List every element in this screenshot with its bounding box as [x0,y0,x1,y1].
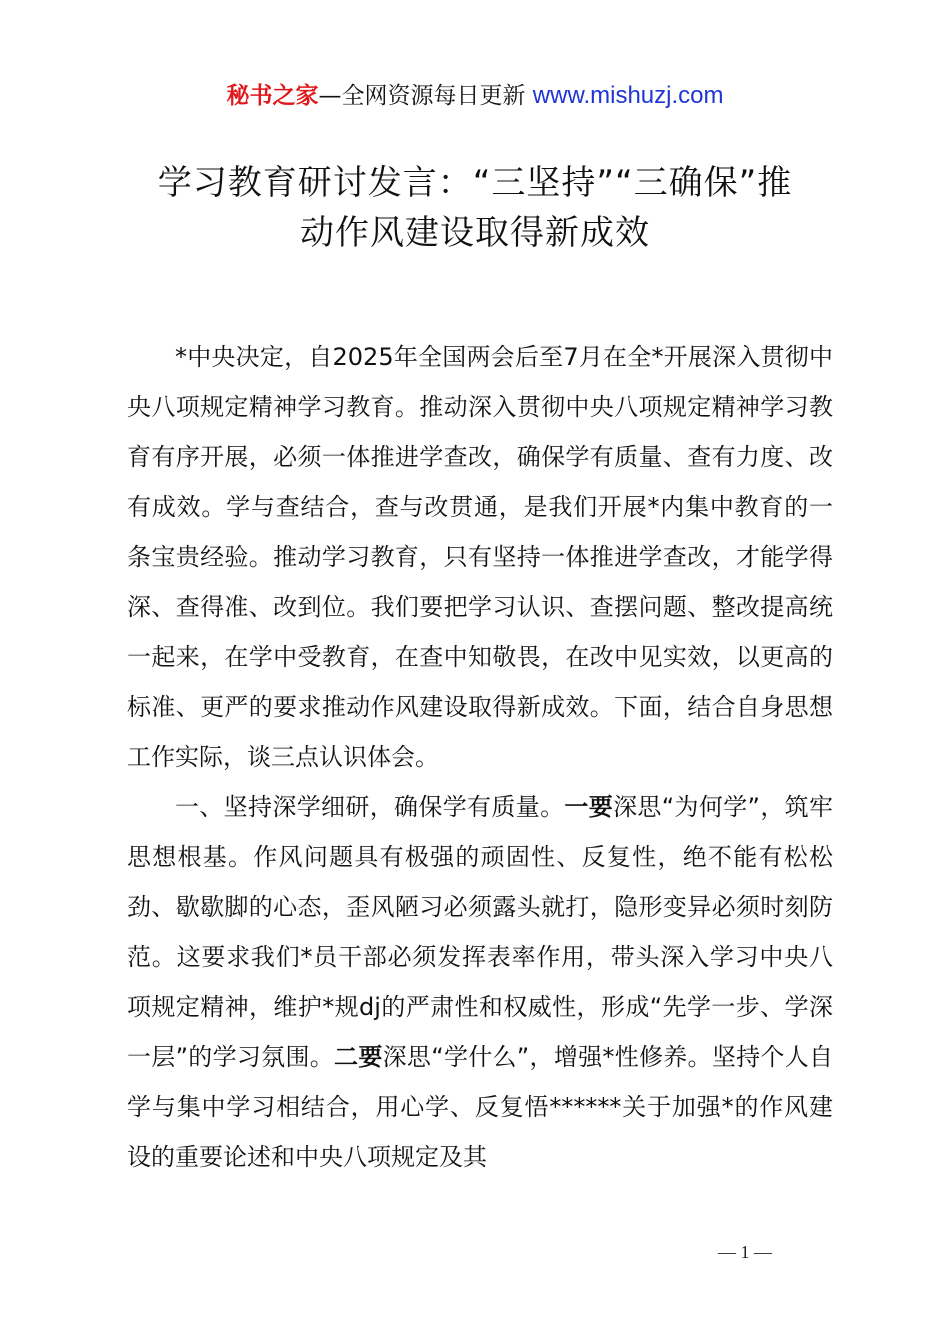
paragraph-section-1 [127,782,833,1182]
point-text-2: 深思“学什么”，增强*性修养。坚持个人自学与集中学习相结合，用心学、反复悟******关于加强*的作风建设的重要论述和中央八项规定及其 [127,1043,834,1171]
section-heading: 一、坚持深学细研，确保学有质量。 [175,793,565,821]
paragraph-intro: *中央决定，自2025年全国两会后至7月在全*开展深入贯彻中央八项规定精神学习教育。推动深入贯彻中央八项规定精神学习教育有序开展，必须一体推进学查改，确保学有质量、查有力度、改有成效。学与查结合，查与改贯通，是我们开展*内集中教育的一条宝贵经验。推动学习教育，只有坚持一体推进学查改，才能学得深、查得准、改到位。我们要把学习认识、查摆问题、整改提高统一起来，在学中受教育，在查中知敬畏，在改中见实效，以更高的标准、更严的要求推动作风建设取得新成效。下面，结合自身思想工作实际，谈三点认识体会。 [127,343,833,771]
point-text-1: 深思“为何学”，筑牢思想根基。作风问题具有极强的顽固性、反复性，绝不能有松松劲、歇歇脚的心态，歪风陋习必须露头就打，隐形变异必须时刻防范。这要求我们*员干部必须发挥表率作用，带头深入学习中央八项规定精神，维护*规dj的严肃性和权威性，形成“先学一步、学深一层”的学习氛围。 [127,793,834,1071]
site-header [0,80,950,112]
brand-name: 秘书之家 [226,83,319,109]
point-marker-1: 一要 [564,793,614,821]
point-marker-2: 二要 [334,1043,383,1071]
document-body [127,332,833,1182]
title-line-1: 学习教育研讨发言：“三坚持”“三确保”推 [157,163,793,203]
document-title [110,158,840,258]
header-slogan: —全网资源每日更新 [318,83,526,109]
title-line-2: 动作风建设取得新成效 [300,213,650,253]
page-number: — 1 — [718,1242,772,1262]
site-url-link[interactable]: www.mishuzj.com [532,82,724,109]
